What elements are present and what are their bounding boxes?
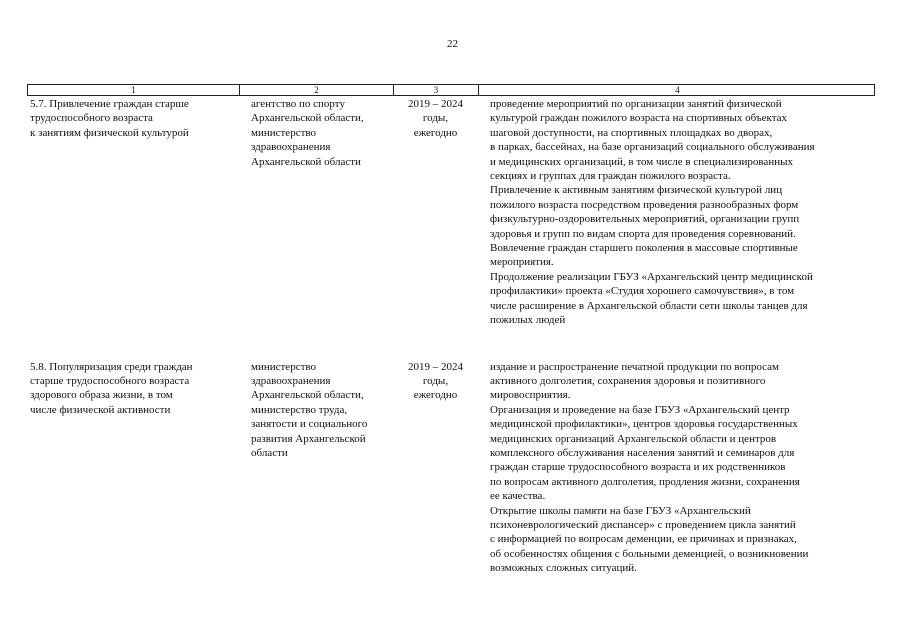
- text-line: здоровья и групп по видам спорта для проведения соревнований.: [490, 227, 796, 240]
- text-line: граждан старше трудоспособного возраста и их родственников: [490, 461, 786, 474]
- text-line: области: [251, 446, 288, 459]
- description-cell: [478, 97, 875, 328]
- text-line: агентство по спорту: [251, 98, 345, 110]
- page-number: 22: [447, 38, 458, 50]
- column-header-1: 1: [28, 85, 240, 95]
- text-line: секциях и группах для граждан пожилого возраста.: [490, 170, 731, 183]
- text-line: психоневрологический диспансер» с проведением цикла занятий: [490, 518, 796, 531]
- text-line: министерство: [251, 126, 317, 139]
- measure-name-cell: [27, 97, 239, 328]
- responsible-cell: [239, 97, 393, 328]
- text-line: Архангельской области,: [251, 112, 364, 125]
- text-line: ежегодно: [413, 389, 458, 402]
- text-line: ее качества.: [490, 490, 546, 503]
- text-line: старше трудоспособного возраста: [30, 374, 190, 387]
- text-line: к занятиям физической культурой: [30, 126, 189, 139]
- text-line: годы,: [422, 112, 449, 125]
- text-line: числе физической активности: [30, 403, 171, 416]
- measures-table: [27, 84, 875, 576]
- text-line: культурой граждан пожилого возраста на спортивных объектах: [490, 112, 788, 125]
- text-line: пожилых людей: [490, 314, 566, 327]
- text-line: здорового образа жизни, в том: [30, 389, 173, 402]
- text-line: Вовлечение граждан старшего поколения в массовые спортивные: [490, 242, 798, 255]
- text-line: шаговой доступности, на спортивных площадках во дворах,: [490, 126, 773, 139]
- text-line: комплексного обслуживания населения занятий и семинаров для: [490, 446, 795, 459]
- description-cell: [478, 360, 875, 576]
- text-line: в парках, бассейнах, на базе организаций социального обслуживания: [490, 141, 815, 154]
- text-line: Архангельской области: [251, 155, 361, 168]
- table-row: [27, 97, 875, 328]
- text-line: Открытие школы памяти на базе ГБУЗ «Архангельский: [490, 504, 751, 517]
- text-line: и медицинских организаций, в том числе в специализированных: [490, 155, 793, 168]
- text-line: министерство: [251, 360, 317, 373]
- text-line: физкультурно-оздоровительных мероприятий, организации групп: [490, 213, 800, 226]
- text-line: медицинской профилактики», центров здоровья государственных: [490, 418, 798, 431]
- text-line: здравоохранения: [251, 141, 331, 154]
- text-line: Привлечение к активным занятиям физической культурой лиц: [490, 184, 783, 197]
- text-line: об особенностях общения с больными деменцией, о возникновении: [490, 547, 809, 560]
- text-line: 5.7. Привлечение граждан старше: [30, 98, 189, 110]
- text-line: Продолжение реализации ГБУЗ «Архангельский центр медицинской: [490, 270, 813, 283]
- text-line: годы,: [422, 374, 449, 387]
- text-line: профилактики» проекта «Студия хорошего самочувствия», в том: [490, 285, 795, 298]
- text-line: проведение мероприятий по организации занятий физической: [490, 98, 782, 110]
- text-line: 2019 – 2024: [408, 360, 463, 373]
- column-header-3: 3: [394, 85, 479, 95]
- text-line: издание и распространение печатной продукции по вопросам: [490, 360, 780, 373]
- text-line: развития Архангельской: [251, 432, 366, 445]
- text-line: занятости и социального: [251, 418, 368, 431]
- measure-name-cell: [27, 360, 239, 576]
- text-line: возможных сложных ситуаций.: [490, 562, 637, 575]
- text-line: ежегодно: [413, 126, 458, 139]
- text-line: 5.8. Популяризация среди граждан: [30, 360, 193, 373]
- text-line: здравоохранения: [251, 374, 331, 387]
- text-line: министерство труда,: [251, 403, 348, 416]
- period-cell: [393, 97, 478, 328]
- text-line: мировосприятия.: [490, 389, 571, 402]
- column-header-2: 2: [240, 85, 394, 95]
- text-line: Организация и проведение на базе ГБУЗ «Архангельский центр: [490, 403, 790, 416]
- text-line: 2019 – 2024: [408, 98, 463, 110]
- responsible-cell: [239, 360, 393, 576]
- period-cell: [393, 360, 478, 576]
- table-row: [27, 360, 875, 576]
- text-line: по вопросам активного долголетия, продления жизни, сохранения: [490, 475, 800, 488]
- text-line: пожилого возраста посредством проведения разнообразных форм: [490, 198, 799, 211]
- column-header-4: 4: [675, 85, 680, 95]
- text-line: медицинских организаций Архангельской области и центров: [490, 432, 777, 445]
- text-line: трудоспособного возраста: [30, 112, 153, 125]
- text-line: активного долголетия, сохранения здоровья и позитивного: [490, 374, 766, 387]
- text-line: числе расширение в Архангельской области сети школы танцев для: [490, 299, 808, 312]
- text-line: мероприятия.: [490, 256, 554, 269]
- text-line: с информацией по вопросам деменции, ее причинах и признаках,: [490, 533, 797, 546]
- table-header-row: [27, 84, 875, 96]
- text-line: Архангельской области,: [251, 389, 364, 402]
